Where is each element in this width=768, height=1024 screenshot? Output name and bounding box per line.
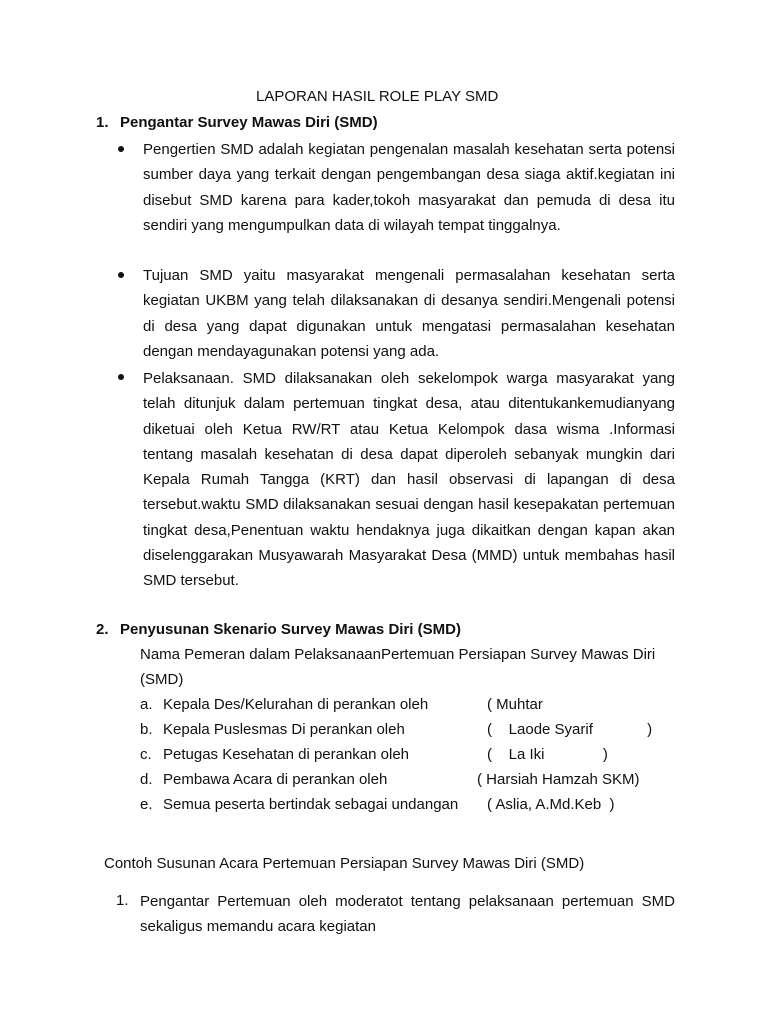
contoh-susunan-acara-heading: Contoh Susunan Acara Pertemuan Persiapan Survey Mawas Diri (SMD): [104, 855, 585, 872]
role-performer: ( Muhtar: [487, 696, 543, 713]
bullet-paragraph-pengertian: Pengertien SMD adalah kegiatan pengenalan masalah kesehatan serta potensi sumber daya yang terkait dengan pengembangan desa siaga aktif.kegiatan ini disebut SMD karena para kader,tokoh masyarakat dan pemuda di desa itu sendiri yang mengumpulkan data di wilayah tempat tinggalnya.: [143, 141, 675, 234]
section-2-number: 2.: [96, 621, 109, 638]
role-description: Pembawa Acara di perankan oleh: [163, 771, 388, 788]
role-label: b.: [140, 721, 153, 738]
bullet-icon: [118, 374, 124, 380]
role-performer: ( La Iki ): [487, 746, 608, 763]
role-performer: ( Harsiah Hamzah SKM): [477, 771, 640, 788]
section-1-heading: Pengantar Survey Mawas Diri (SMD): [120, 114, 378, 131]
role-performer: ( Laode Syarif ): [487, 721, 653, 738]
document-title: LAPORAN HASIL ROLE PLAY SMD: [256, 88, 499, 105]
bullet-paragraph-tujuan: Tujuan SMD yaitu masyarakat mengenali permasalahan kesehatan serta kegiatan UKBM yang telah dilaksanakan di desanya sendiri.Mengenali potensi di desa yang dapat digunakan untuk mengatasi permasalahan kesehatan dengan mendayagunakan potensi yang ada.: [143, 267, 675, 360]
role-description: Semua peserta bertindak sebagai undangan: [163, 796, 459, 813]
section-2-heading: Penyusunan Skenario Survey Mawas Diri (SMD): [120, 621, 461, 638]
section-2-intro-line-1: Nama Pemeran dalam PelaksanaanPertemuan Persiapan Survey Mawas Diri: [140, 646, 656, 663]
role-label: d.: [140, 771, 153, 788]
step-text: Pengantar Pertemuan oleh moderatot tentang pelaksanaan pertemuan SMD sekaligus memandu acara kegiatan: [140, 893, 675, 935]
section-2-intro-line-2: (SMD): [140, 671, 184, 688]
role-label: e.: [140, 796, 153, 813]
role-description: Kepala Des/Kelurahan di perankan oleh: [163, 696, 429, 713]
role-performer: ( Aslia, A.Md.Keb ): [487, 796, 615, 813]
bullet-paragraph-pelaksanaan: Pelaksanaan. SMD dilaksanakan oleh sekelompok warga masyarakat yang telah ditunjuk dalam pertemuan tingkat desa, atau ditentukankemudianyang diketuai oleh Ketua RW/RT atau Ketua Kelompok dasa wisma .Informasi tentang masalah kesehatan di desa dapat diperoleh sebanyak mungkin dari Kepala Rumah Tangga (KRT) dan hasil observasi di lapangan di desa tersebut.waktu SMD dilaksanakan sesuai dengan hasil kesepakatan pertemuan tingkat desa,Penentuan waktu hendaknya juga dikaitkan dengan kapan akan diselenggarakan Musyawarah Masyarakat Desa (MMD) untuk membahas hasil SMD tersebut.: [143, 370, 675, 590]
bullet-icon: [118, 146, 124, 152]
role-description: Petugas Kesehatan di perankan oleh: [163, 746, 410, 763]
section-1-number: 1.: [96, 114, 109, 131]
bullet-icon: [118, 272, 124, 278]
role-label: a.: [140, 696, 153, 713]
role-description: Kepala Puslesmas Di perankan oleh: [163, 721, 405, 738]
step-number: 1.: [116, 892, 129, 909]
role-label: c.: [140, 746, 152, 763]
